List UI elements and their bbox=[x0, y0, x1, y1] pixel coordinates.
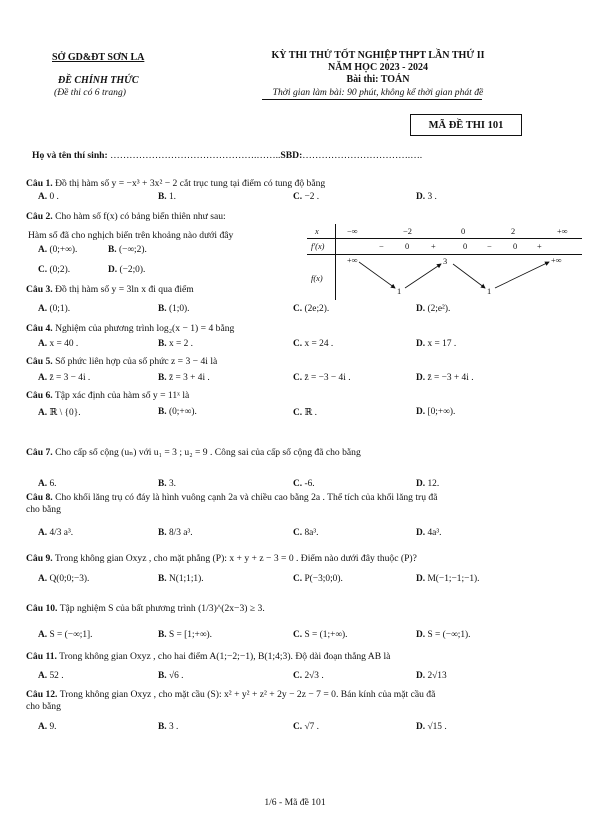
question-label: Câu 12. bbox=[26, 689, 58, 700]
question-2 bbox=[26, 211, 571, 223]
options-q12 bbox=[38, 722, 558, 734]
question-text-cont: cho bằng bbox=[26, 504, 61, 515]
department-name: SỞ GD&ĐT SƠN LA bbox=[52, 52, 145, 63]
option-d: 4a³. bbox=[427, 528, 442, 538]
option-letter: C. bbox=[293, 671, 303, 681]
option-d: 12. bbox=[427, 479, 440, 489]
x-label: x bbox=[315, 227, 319, 236]
option-letter: D. bbox=[416, 304, 426, 314]
question-6 bbox=[26, 390, 571, 402]
question-8 bbox=[26, 492, 571, 516]
option-letter: B. bbox=[158, 304, 167, 314]
option-d: x = 17 . bbox=[427, 339, 457, 349]
option-b: x = 2 . bbox=[168, 339, 193, 349]
options-q8 bbox=[38, 528, 558, 540]
question-label: Câu 7. bbox=[26, 447, 53, 458]
options-q3 bbox=[38, 304, 558, 316]
candidate-name-label: Họ và tên thí sinh: bbox=[32, 150, 108, 161]
school-year: NĂM HỌC 2023 - 2024 bbox=[328, 62, 428, 73]
option-b: √6 . bbox=[168, 671, 184, 681]
page-footer: 1/6 - Mã đề 101 bbox=[264, 797, 326, 808]
option-d: (2;e²). bbox=[427, 304, 451, 314]
question-4 bbox=[26, 323, 571, 335]
question-label: Câu 10. bbox=[26, 603, 58, 614]
question-label: Câu 4. bbox=[26, 323, 53, 334]
option-letter: C. bbox=[293, 574, 303, 584]
option-c: (2e;2). bbox=[304, 304, 330, 314]
subject: Bài thi: TOÁN bbox=[346, 74, 410, 85]
exam-title: KỲ THI THỬ TỐT NGHIỆP THPT LẦN THỨ II bbox=[271, 50, 485, 61]
question-5 bbox=[26, 356, 571, 368]
option-letter: D. bbox=[416, 373, 426, 383]
option-letter: A. bbox=[38, 304, 48, 314]
arrow-down bbox=[453, 264, 485, 288]
option-letter: D. bbox=[416, 479, 426, 489]
question-label: Câu 5. bbox=[26, 356, 53, 367]
option-b: (0;+∞). bbox=[168, 407, 197, 417]
option-letter: C. bbox=[293, 528, 303, 538]
question-text: Cho khối lăng trụ có đáy là hình vuông cạnh 2a và chiều cao bằng 2a . Thể tích của khối lăng trụ đã bbox=[55, 492, 438, 503]
question-2-sub: Hàm số đã cho nghịch biến trên khoảng nào dưới đây bbox=[28, 230, 234, 241]
option-d: √15 . bbox=[427, 722, 447, 732]
option-a: 4/3 a³. bbox=[49, 528, 74, 538]
f-value: 1 bbox=[487, 287, 492, 296]
option-c: P(−3;0;0). bbox=[304, 574, 343, 584]
option-letter: C. bbox=[293, 339, 303, 349]
arrow-up bbox=[405, 264, 441, 288]
option-c: √7 . bbox=[304, 722, 319, 732]
option-letter: A. bbox=[38, 528, 48, 538]
option-d: M(−1;−1;−1). bbox=[427, 574, 480, 584]
option-a: ℝ \ {0}. bbox=[49, 408, 81, 418]
question-12 bbox=[26, 689, 571, 713]
question-label: Câu 1. bbox=[26, 178, 53, 189]
x-value: −∞ bbox=[347, 227, 358, 236]
option-c: -6. bbox=[304, 479, 315, 489]
question-text: Trong không gian Oxyz , cho mặt cầu (S): x² + y² + z² + 2y − 2z − 7 = 0. Bán kính của mặt cầu đã bbox=[59, 689, 436, 700]
option-letter: A. bbox=[38, 192, 48, 202]
option-b: S = [1;+∞). bbox=[168, 630, 212, 640]
option-letter: D. bbox=[416, 407, 426, 417]
option-letter: A. bbox=[38, 630, 48, 640]
sbd-label: SBD: bbox=[280, 150, 303, 161]
option-letter: B. bbox=[108, 245, 117, 255]
option-letter: C. bbox=[293, 630, 303, 640]
sign: − bbox=[487, 242, 492, 251]
options-q7 bbox=[38, 479, 558, 491]
sign: + bbox=[537, 242, 542, 251]
x-value: 2 bbox=[511, 227, 516, 236]
option-a: 0 . bbox=[49, 192, 59, 202]
question-label: Câu 8. bbox=[26, 492, 53, 503]
option-b: z̄ = 3 + 4i . bbox=[168, 373, 210, 383]
option-letter: B. bbox=[158, 630, 167, 640]
f-value: +∞ bbox=[551, 256, 562, 265]
option-c: 2√3 . bbox=[304, 671, 324, 681]
option-c: −2 . bbox=[304, 192, 320, 202]
option-c: ℝ . bbox=[304, 408, 317, 418]
option-a: Q(0;0;−3). bbox=[49, 574, 90, 584]
option-letter: C. bbox=[293, 304, 303, 314]
option-letter: A. bbox=[38, 245, 48, 255]
question-label: Câu 3. bbox=[26, 284, 53, 295]
question-7 bbox=[26, 447, 571, 459]
option-a: 6. bbox=[49, 479, 57, 489]
option-a: x = 40 . bbox=[49, 339, 79, 349]
option-b: 3. bbox=[168, 479, 176, 489]
x-value: +∞ bbox=[557, 227, 568, 236]
option-a: (0;+∞). bbox=[49, 245, 78, 255]
option-letter: D. bbox=[416, 671, 426, 681]
question-1 bbox=[26, 178, 571, 190]
option-letter: A. bbox=[38, 373, 48, 383]
question-10 bbox=[26, 603, 571, 615]
options-q2-row2 bbox=[38, 265, 298, 277]
exam-time: Thời gian làm bài: 90 phút, không kể thời gian phát đề bbox=[272, 87, 484, 98]
option-c: 8a³. bbox=[304, 528, 319, 538]
exam-code: MÃ ĐỀ THI 101 bbox=[428, 119, 504, 131]
question-text: Nghiệm của phương trình log₂(x − 1) = 4 bằng bbox=[55, 323, 235, 334]
option-letter: C. bbox=[38, 265, 48, 275]
option-letter: B. bbox=[158, 671, 167, 681]
option-a: (0;1). bbox=[49, 304, 71, 314]
variation-arrows bbox=[307, 224, 582, 300]
x-value: −2 bbox=[403, 227, 412, 236]
option-letter: B. bbox=[158, 479, 167, 489]
option-a: 9. bbox=[49, 722, 57, 732]
options-q2-row1 bbox=[38, 245, 298, 257]
question-text: Đồ thị hàm số y = −x³ + 3x² − 2 cắt trục tung tại điểm có tung độ bằng bbox=[55, 178, 326, 189]
option-letter: D. bbox=[108, 265, 118, 275]
x-value: 0 bbox=[461, 227, 466, 236]
option-letter: B. bbox=[158, 373, 167, 383]
option-letter: B. bbox=[158, 528, 167, 538]
option-d: S = (−∞;1). bbox=[427, 630, 471, 640]
option-a: 52 . bbox=[49, 671, 64, 681]
question-11 bbox=[26, 651, 571, 663]
options-q11 bbox=[38, 671, 558, 683]
option-letter: C. bbox=[293, 479, 303, 489]
question-text: Trong không gian Oxyz , cho mặt phẳng (P): x + y + z − 3 = 0 . Điểm nào dưới đây thuộc (P)? bbox=[54, 553, 417, 564]
f-value: 1 bbox=[397, 287, 402, 296]
official-label: ĐỀ CHÍNH THỨC bbox=[58, 75, 139, 86]
option-letter: B. bbox=[158, 339, 167, 349]
option-d: 2√13 bbox=[427, 671, 447, 681]
option-b: (1;0). bbox=[168, 304, 190, 314]
option-a: S = (−∞;1]. bbox=[49, 630, 93, 640]
option-letter: A. bbox=[38, 574, 48, 584]
option-letter: C. bbox=[293, 192, 303, 202]
sign: 0 bbox=[405, 242, 410, 251]
option-letter: A. bbox=[38, 722, 48, 732]
question-text-cont: cho bằng bbox=[26, 701, 61, 712]
question-text: Số phức liên hợp của số phức z = 3 − 4i là bbox=[55, 356, 218, 367]
f-value: 3 bbox=[443, 257, 448, 266]
option-c: z̄ = −3 − 4i . bbox=[304, 373, 351, 383]
candidate-name-dots: ……………………………………….…….. bbox=[110, 150, 281, 161]
sign: 0 bbox=[463, 242, 468, 251]
option-letter: C. bbox=[293, 373, 303, 383]
option-d: 3 . bbox=[427, 192, 437, 202]
option-letter: A. bbox=[38, 671, 48, 681]
option-a: z̄ = 3 − 4i . bbox=[49, 373, 91, 383]
question-label: Câu 9. bbox=[26, 553, 53, 564]
question-label: Câu 2. bbox=[26, 211, 53, 222]
option-letter: C. bbox=[293, 722, 303, 732]
question-text: Tập nghiệm S của bất phương trình (1/3)^(2x−3) ≥ 3. bbox=[59, 603, 265, 614]
option-c: S = (1;+∞). bbox=[304, 630, 348, 640]
option-b: (−∞;2). bbox=[118, 245, 147, 255]
candidate-line bbox=[32, 150, 422, 161]
option-letter: D. bbox=[416, 528, 426, 538]
option-b: 8/3 a³. bbox=[168, 528, 193, 538]
option-d: (−2;0). bbox=[119, 265, 146, 275]
question-label: Câu 11. bbox=[26, 651, 57, 662]
option-letter: D. bbox=[416, 192, 426, 202]
sign: + bbox=[431, 242, 436, 251]
variation-table bbox=[307, 224, 582, 300]
option-letter: D. bbox=[416, 630, 426, 640]
option-letter: B. bbox=[158, 574, 167, 584]
options-q5 bbox=[38, 373, 558, 385]
option-b: N(1;1;1). bbox=[168, 574, 204, 584]
fprime-label: f′(x) bbox=[311, 242, 325, 251]
option-letter: D. bbox=[416, 574, 426, 584]
options-q1 bbox=[38, 192, 558, 204]
exam-code-box bbox=[410, 114, 522, 136]
options-q9 bbox=[38, 574, 558, 586]
question-label: Câu 6. bbox=[26, 390, 53, 401]
option-letter: D. bbox=[416, 722, 426, 732]
option-letter: A. bbox=[38, 408, 48, 418]
header-underline bbox=[262, 99, 482, 100]
options-q10 bbox=[38, 630, 558, 642]
option-d: [0;+∞). bbox=[427, 407, 456, 417]
question-9 bbox=[26, 553, 571, 565]
question-text: Cho cấp số cộng (uₙ) với u₁ = 3 ; u₂ = 9 . Công sai của cấp số cộng đã cho bằng bbox=[55, 447, 361, 458]
question-text: Trong không gian Oxyz , cho hai điểm A(1;−2;−1), B(1;4;3). Độ dài đoạn thẳng AB là bbox=[59, 651, 391, 662]
question-text: Đồ thị hàm số y = 3ln x đi qua điểm bbox=[55, 284, 194, 295]
option-letter: B. bbox=[158, 407, 167, 417]
option-b: 3 . bbox=[168, 722, 179, 732]
sbd-dots: …………………………….…. bbox=[302, 150, 423, 161]
f-label: f(x) bbox=[311, 274, 323, 283]
option-letter: D. bbox=[416, 339, 426, 349]
options-q6 bbox=[38, 407, 558, 419]
option-d: z̄ = −3 + 4i . bbox=[427, 373, 474, 383]
sign: 0 bbox=[513, 242, 518, 251]
arrow-up bbox=[495, 262, 549, 288]
question-text: Tập xác định của hàm số y = 11ˣ là bbox=[54, 390, 190, 401]
option-c: x = 24 . bbox=[304, 339, 334, 349]
question-text: Cho hàm số f(x) có bảng biến thiên như sau: bbox=[55, 211, 226, 222]
options-q4 bbox=[38, 339, 558, 351]
f-value: +∞ bbox=[347, 256, 358, 265]
option-letter: A. bbox=[38, 339, 48, 349]
option-c: (0;2). bbox=[49, 265, 71, 275]
page-count: (Đề thi có 6 trang) bbox=[54, 87, 126, 98]
sign: − bbox=[379, 242, 384, 251]
option-letter: C. bbox=[293, 408, 303, 418]
option-letter: B. bbox=[158, 192, 167, 202]
arrow-down bbox=[359, 262, 395, 288]
option-letter: B. bbox=[158, 722, 167, 732]
option-b: 1. bbox=[168, 192, 176, 202]
option-letter: A. bbox=[38, 479, 48, 489]
question-3 bbox=[26, 284, 306, 296]
